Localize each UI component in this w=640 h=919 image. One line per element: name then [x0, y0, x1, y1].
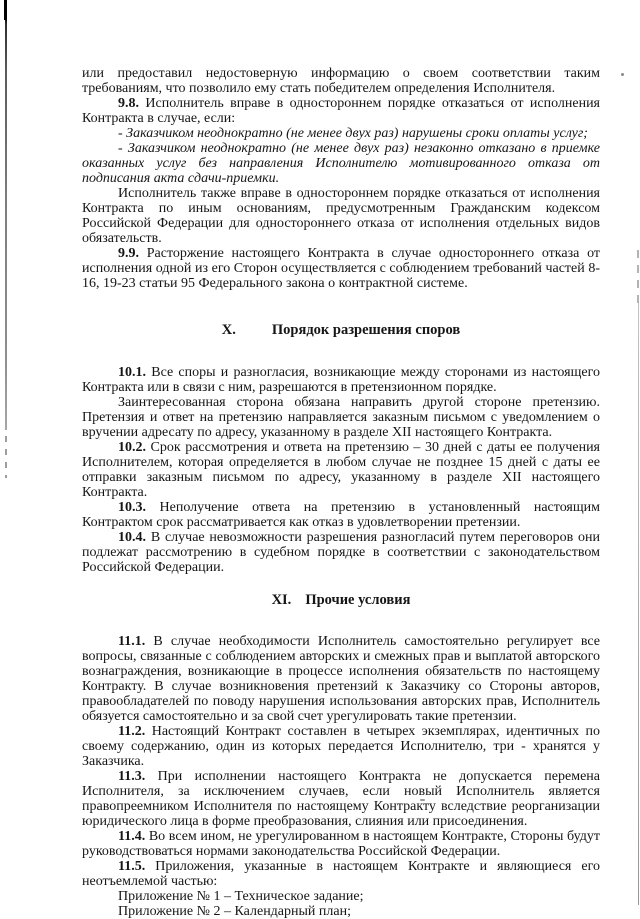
- section-number: X.: [221, 322, 236, 338]
- para-10-3: [82, 500, 600, 530]
- clause-number: 10.1.: [118, 365, 152, 380]
- para-10-1: [82, 365, 600, 395]
- para-continuation: [82, 66, 600, 96]
- para-10-4: [82, 530, 600, 575]
- clause-text: В случае невозможности разрешения разногласий путем переговоров они подлежат рассмотрению в судебном порядке в соответствии с законодательством Российской Федерации.: [82, 530, 601, 575]
- para-11-1: [82, 634, 600, 724]
- clause-number: 11.3.: [118, 769, 158, 784]
- clause-text: или предоставил недостоверную информацию о своем соответствии таким требованиям, что позволило ему стать победителем определения Исполнителя.: [82, 66, 600, 96]
- para-11-4: [82, 829, 600, 859]
- clause-text: - Заказчиком неоднократно (не менее двух раз) нарушены сроки оплаты услуг;: [118, 126, 588, 141]
- clause-number: 9.8.: [118, 96, 146, 111]
- clause-text: Исполнитель вправе в одностороннем порядке отказаться от исполнения Контракта в случае, если:: [82, 96, 600, 126]
- para-list-item-2: [82, 141, 600, 186]
- section-title: Прочие условия: [305, 592, 411, 608]
- clause-text: Заинтересованная сторона обязана направить другой стороне претензию. Претензия и ответ на претензию направляется заказным письмом с уведомлением о вручении адресату по адресу, указанному в разделе XII настоящего Контракта.: [82, 395, 600, 440]
- clause-number: 11.4.: [118, 829, 149, 844]
- clause-text: Во всем ином, не урегулированном в настоящем Контракте, Стороны будут руководствоваться нормами законодательства Российской Федерации.: [82, 829, 600, 859]
- clause-text: Срок рассмотрения и ответа на претензию – 30 дней с даты ее получения Исполнителем, которая определяется в любом случае не позднее 15 дней с даты ее отправки заказным письмом по адресу, указанному в разделе XII настоящего Контракта.: [82, 440, 600, 500]
- clause-text: Приложения, указанные в настоящем Контракте и являющиеся его неотъемлемой частью:: [82, 859, 600, 889]
- scan-artifact-left-dashes: [5, 436, 7, 478]
- para-11-3: [82, 769, 600, 829]
- section-heading-x: [82, 323, 600, 338]
- scan-artifact-right-dashes: [637, 250, 639, 304]
- clause-number: 11.2.: [118, 724, 152, 739]
- para-11-5: [82, 859, 600, 889]
- section-number: XI.: [271, 592, 292, 608]
- scan-artifact-left-line-cap: [4, 0, 7, 20]
- scan-speck: [621, 73, 624, 76]
- clause-text: Исполнитель также вправе в одностороннем порядке отказаться от исполнения Контракта по иным основаниям, предусмотренным Гражданским кодексом Российской Федерации для одностороннего отказа от исполнения отдельных видов обязательств.: [82, 186, 600, 246]
- clause-text: Расторжение настоящего Контракта в случае одностороннего отказа от исполнения одной из его Сторон осуществляется с соблюдением требований частей 8-16, 19-23 статьи 95 Федерального закона о контрактной системе.: [82, 246, 601, 291]
- para-list-item-1: [82, 126, 600, 141]
- clause-number: 10.2.: [118, 440, 151, 455]
- clause-text: В случае необходимости Исполнитель самостоятельно регулирует все вопросы, связанные с соблюдением авторских и смежных прав и выплатой авторского вознаграждения, возникающие в процессе исполнения обязательств по настоящему Контракту. В случае возникновения претензий к Заказчику со Стороны авторов, правообладателей по поводу нарушения использования авторских прав, Исполнитель обязуется самостоятельно и за свой счет урегулировать такие претензии.: [82, 634, 600, 724]
- clause-text: - Заказчиком неоднократно (не менее двух раз) незаконно отказано в приемке оказанных услуг без направления Исполнителю мотивированного отказа от подписания акта сдачи-приемки.: [82, 141, 600, 186]
- para-9-8: [82, 96, 600, 126]
- para-9-8-continued: [82, 186, 600, 246]
- para-10-2: [82, 440, 600, 500]
- para-appendix-1: [82, 889, 600, 904]
- clause-number: 11.1.: [118, 634, 154, 649]
- clause-number: 10.3.: [118, 500, 160, 515]
- clause-text: При исполнении настоящего Контракта не допускается перемена Исполнителя, за исключением случаев, если новый Исполнитель является правопреемником Исполнителя по настоящему Контракту вследствие реорганизации юридического лица в форме преобразования, слияния или присоединения.: [82, 769, 600, 829]
- clause-number: 10.4.: [118, 530, 151, 545]
- clause-text: Приложение № 2 – Календарный план;: [118, 904, 351, 919]
- section-title: Порядок разрешения споров: [271, 322, 461, 338]
- para-10-1-continued: [82, 395, 600, 440]
- scan-artifact-right-line: [638, 300, 639, 905]
- clause-text: Настоящий Контракт составлен в четырех экземплярах, идентичных по своему содержанию, один из которых передается Исполнителю, три - хранятся у Заказчика.: [82, 724, 601, 769]
- para-11-2: [82, 724, 600, 769]
- clause-text: Все споры и разногласия, возникающие между сторонами из настоящего Контракта или в связи с ним, разрешаются в претензионном порядке.: [82, 365, 600, 395]
- para-appendix-2: [82, 904, 600, 919]
- clause-number: 9.9.: [118, 246, 147, 261]
- clause-number: 11.5.: [118, 859, 156, 874]
- contract-text-block: [82, 66, 600, 919]
- para-9-9: [82, 246, 600, 291]
- clause-text: Неполучение ответа на претензию в установленный настоящим Контрактом срок рассматривается как отказ в удовлетворении претензии.: [82, 500, 600, 530]
- section-heading-xi: [82, 593, 600, 608]
- clause-text: Приложение № 1 – Техническое задание;: [118, 889, 364, 904]
- scan-artifact-left-line: [5, 0, 7, 430]
